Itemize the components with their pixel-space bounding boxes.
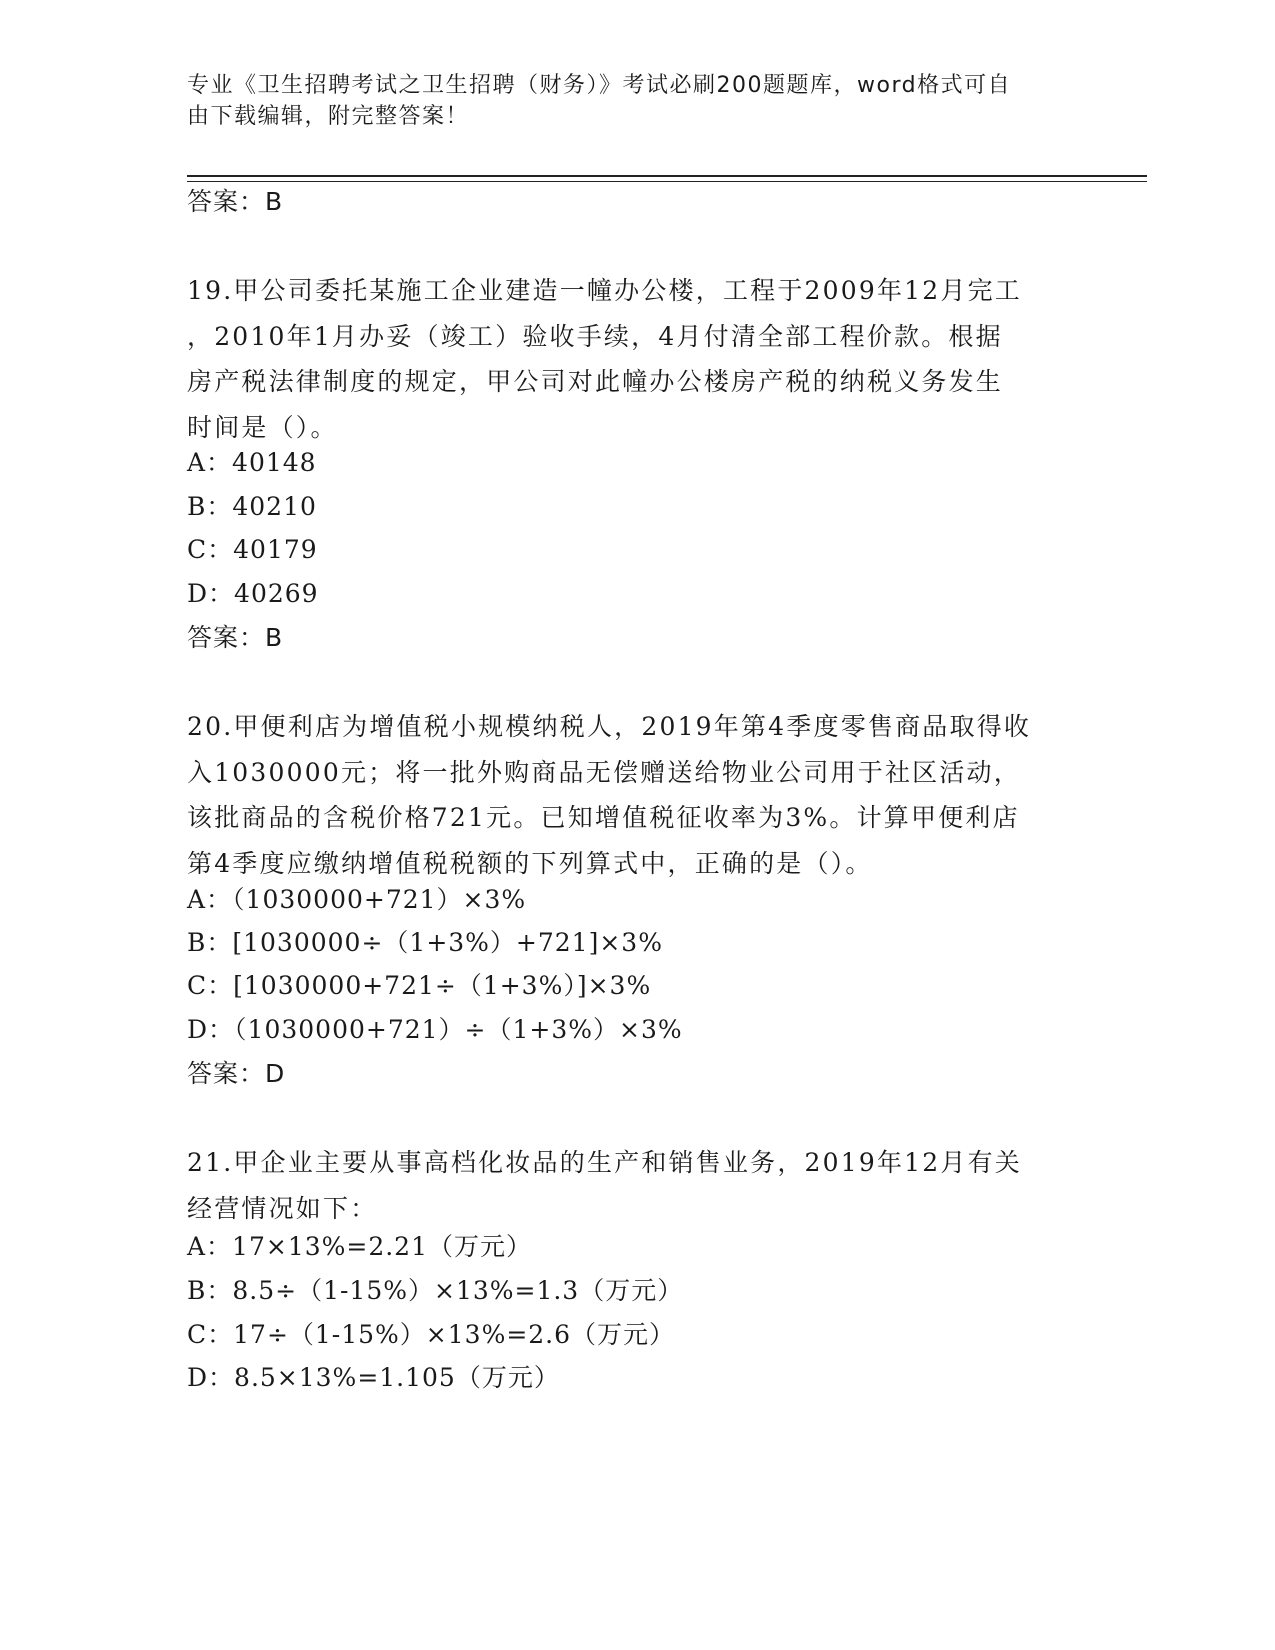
question-line: 该批商品的含税价格721元。已知增值税征收率为3%。计算甲便利店 — [187, 803, 1020, 832]
question-20-option-c: C：[1030000+721÷（1+3%）]×3% — [187, 971, 652, 1000]
header-rule-thin — [187, 181, 1147, 182]
previous-answer: 答案：B — [187, 187, 284, 216]
question-21-text — [187, 1140, 1087, 1231]
question-line: 20.甲便利店为增值税小规模纳税人，2019年第4季度零售商品取得收 — [187, 712, 1032, 741]
question-line: ，2010年1月办妥（竣工）验收手续，4月付清全部工程价款。根据 — [187, 321, 1003, 351]
question-19-text — [187, 268, 1087, 450]
question-19-option-b: B：40210 — [187, 492, 317, 521]
question-20-answer: 答案：D — [187, 1059, 286, 1088]
question-line: 房产税法律制度的规定，甲公司对此幢办公楼房产税的纳税义务发生 — [187, 367, 1004, 396]
question-19-option-c: C：40179 — [187, 535, 318, 564]
question-line: 21.甲企业主要从事高档化妆品的生产和销售业务，2019年12月有关 — [187, 1148, 1022, 1177]
question-19-option-a: A：40148 — [187, 448, 317, 477]
question-19-option-d: D：40269 — [187, 579, 319, 608]
header-line-2: 由下载编辑，附完整答案！ — [187, 104, 470, 129]
question-line: 时间是（）。 — [187, 412, 338, 442]
question-21-option-b: B：8.5÷（1-15%）×13%=1.3（万元） — [187, 1276, 684, 1305]
header-line-1: 专业《卫生招聘考试之卫生招聘（财务）》考试必刷200题题库，word格式可自 — [187, 73, 1012, 98]
question-20-option-d: D：（1030000+721）÷（1+3%）×3% — [187, 1015, 683, 1044]
question-line: 入1030000元；将一批外购商品无偿赠送给物业公司用于社区活动， — [187, 757, 1021, 787]
question-line: 经营情况如下： — [187, 1193, 378, 1223]
question-20-option-b: B：[1030000÷（1+3%）+721]×3% — [187, 928, 663, 957]
question-20-option-a: A：（1030000+721）×3% — [187, 885, 527, 914]
question-21-option-c: C：17÷（1-15%）×13%=2.6（万元） — [187, 1320, 676, 1349]
document-header — [187, 70, 1087, 132]
question-19-answer: 答案：B — [187, 623, 284, 652]
question-21-option-d: D：8.5×13%=1.105（万元） — [187, 1363, 560, 1392]
question-21-option-a: A：17×13%=2.21（万元） — [187, 1232, 532, 1261]
header-rule-thick — [187, 175, 1147, 177]
question-line: 第4季度应缴纳增值税税额的下列算式中，正确的是（）。 — [187, 848, 873, 878]
question-line: 19.甲公司委托某施工企业建造一幢办公楼，工程于2009年12月完工 — [187, 276, 1022, 305]
question-20-text — [187, 704, 1087, 886]
